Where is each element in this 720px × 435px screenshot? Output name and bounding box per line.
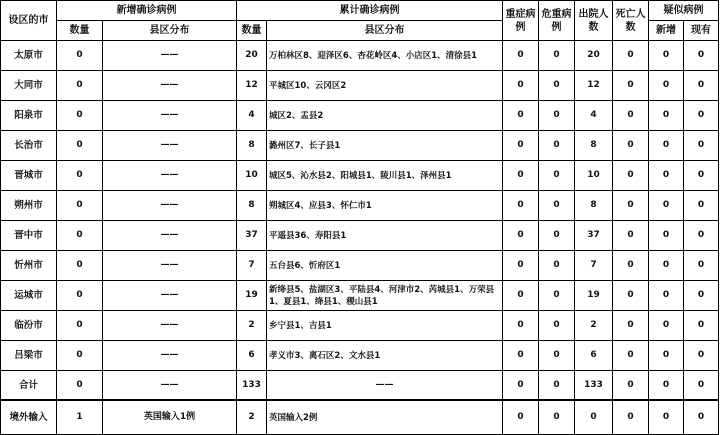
- severe-cell: 0: [503, 371, 539, 401]
- table-row: [1, 311, 719, 341]
- cum-district-cell: 城区2、盂县2: [267, 101, 503, 131]
- discharged-cell: 8: [575, 191, 613, 221]
- suspected-current-cell: 0: [684, 371, 719, 401]
- city-cell: 忻州市: [1, 251, 57, 281]
- suspected-current-cell: 0: [684, 281, 719, 311]
- new-count-cell: 0: [57, 311, 103, 341]
- suspected-current-cell: 0: [684, 251, 719, 281]
- header-deaths: 死亡人数: [613, 1, 649, 41]
- header-cum-group: 累计确诊病例: [237, 1, 503, 21]
- cum-district-cell: 城区5、沁水县2、阳城县1、陵川县1、泽州县1: [267, 161, 503, 191]
- discharged-cell: 6: [575, 341, 613, 371]
- new-count-cell: 0: [57, 341, 103, 371]
- table-body: [1, 41, 719, 435]
- table-row: [1, 251, 719, 281]
- suspected-new-cell: 0: [649, 311, 684, 341]
- critical-cell: 0: [539, 101, 575, 131]
- severe-cell: 0: [503, 161, 539, 191]
- new-count-cell: 0: [57, 41, 103, 71]
- suspected-current-cell: 0: [684, 71, 719, 101]
- header-region: 设区的市: [1, 1, 57, 41]
- cum-count-cell: 20: [237, 41, 267, 71]
- cum-count-cell: 2: [237, 400, 267, 435]
- new-count-cell: 0: [57, 221, 103, 251]
- suspected-current-cell: 0: [684, 101, 719, 131]
- city-cell: 临汾市: [1, 311, 57, 341]
- city-cell: 运城市: [1, 281, 57, 311]
- severe-cell: 0: [503, 101, 539, 131]
- deaths-cell: 0: [613, 400, 649, 435]
- critical-cell: 0: [539, 371, 575, 401]
- suspected-new-cell: 0: [649, 341, 684, 371]
- city-cell: 太原市: [1, 41, 57, 71]
- header-critical: 危重病例: [539, 1, 575, 41]
- new-count-cell: 0: [57, 281, 103, 311]
- cum-district-cell: 英国输入2例: [267, 400, 503, 435]
- new-count-cell: 0: [57, 131, 103, 161]
- cum-count-cell: 7: [237, 251, 267, 281]
- new-count-cell: 0: [57, 191, 103, 221]
- deaths-cell: 0: [613, 341, 649, 371]
- new-district-cell: ——: [103, 191, 237, 221]
- cum-count-cell: 6: [237, 341, 267, 371]
- deaths-cell: 0: [613, 41, 649, 71]
- new-count-cell: 0: [57, 251, 103, 281]
- critical-cell: 0: [539, 311, 575, 341]
- discharged-cell: 19: [575, 281, 613, 311]
- header-new-district: 县区分布: [103, 21, 237, 41]
- city-cell: 晋城市: [1, 161, 57, 191]
- cum-district-cell: 平遥县36、寿阳县1: [267, 221, 503, 251]
- suspected-current-cell: 0: [684, 311, 719, 341]
- cum-district-cell: 万柏林区8、迎泽区6、杏花岭区4、小店区1、清徐县1: [267, 41, 503, 71]
- cum-count-cell: 8: [237, 131, 267, 161]
- discharged-cell: 37: [575, 221, 613, 251]
- header-cum-district: 县区分布: [267, 21, 503, 41]
- deaths-cell: 0: [613, 161, 649, 191]
- table-row: [1, 71, 719, 101]
- severe-cell: 0: [503, 251, 539, 281]
- table-row: [1, 131, 719, 161]
- deaths-cell: 0: [613, 71, 649, 101]
- critical-cell: 0: [539, 400, 575, 435]
- deaths-cell: 0: [613, 311, 649, 341]
- suspected-current-cell: 0: [684, 191, 719, 221]
- cum-count-cell: 8: [237, 191, 267, 221]
- new-district-cell: 英国输入1例: [103, 400, 237, 435]
- new-district-cell: ——: [103, 71, 237, 101]
- deaths-cell: 0: [613, 221, 649, 251]
- header-row-1: [1, 1, 719, 21]
- suspected-new-cell: 0: [649, 371, 684, 401]
- new-district-cell: ——: [103, 101, 237, 131]
- severe-cell: 0: [503, 221, 539, 251]
- critical-cell: 0: [539, 71, 575, 101]
- city-cell: 境外输入: [1, 400, 57, 435]
- cum-count-cell: 2: [237, 311, 267, 341]
- suspected-current-cell: 0: [684, 161, 719, 191]
- new-district-cell: ——: [103, 281, 237, 311]
- discharged-cell: 4: [575, 101, 613, 131]
- cum-count-cell: 19: [237, 281, 267, 311]
- suspected-current-cell: 0: [684, 221, 719, 251]
- new-district-cell: ——: [103, 131, 237, 161]
- critical-cell: 0: [539, 341, 575, 371]
- suspected-new-cell: 0: [649, 41, 684, 71]
- suspected-new-cell: 0: [649, 281, 684, 311]
- suspected-new-cell: 0: [649, 191, 684, 221]
- deaths-cell: 0: [613, 281, 649, 311]
- cum-district-cell: ——: [267, 371, 503, 401]
- city-cell: 长治市: [1, 131, 57, 161]
- suspected-new-cell: 0: [649, 400, 684, 435]
- suspected-new-cell: 0: [649, 251, 684, 281]
- discharged-cell: 7: [575, 251, 613, 281]
- cum-count-cell: 12: [237, 71, 267, 101]
- cum-district-cell: 朔城区4、应县3、怀仁市1: [267, 191, 503, 221]
- header-discharged: 出院人数: [575, 1, 613, 41]
- severe-cell: 0: [503, 131, 539, 161]
- critical-cell: 0: [539, 161, 575, 191]
- severe-cell: 0: [503, 311, 539, 341]
- discharged-cell: 12: [575, 71, 613, 101]
- new-count-cell: 0: [57, 371, 103, 401]
- suspected-new-cell: 0: [649, 101, 684, 131]
- table-row: [1, 221, 719, 251]
- city-cell: 大同市: [1, 71, 57, 101]
- city-cell: 阳泉市: [1, 101, 57, 131]
- discharged-cell: 133: [575, 371, 613, 401]
- imported-row: [1, 400, 719, 435]
- city-cell: 吕梁市: [1, 341, 57, 371]
- suspected-current-cell: 0: [684, 341, 719, 371]
- severe-cell: 0: [503, 71, 539, 101]
- cum-district-cell: 平城区10、云冈区2: [267, 71, 503, 101]
- cum-count-cell: 133: [237, 371, 267, 401]
- header-new-group: 新增确诊病例: [57, 1, 237, 21]
- discharged-cell: 0: [575, 400, 613, 435]
- discharged-cell: 20: [575, 41, 613, 71]
- deaths-cell: 0: [613, 131, 649, 161]
- header-suspected-current: 现有: [684, 21, 719, 41]
- deaths-cell: 0: [613, 251, 649, 281]
- total-row: [1, 371, 719, 401]
- cum-count-cell: 4: [237, 101, 267, 131]
- deaths-cell: 0: [613, 191, 649, 221]
- cum-district-cell: 孝义市3、离石区2、文水县1: [267, 341, 503, 371]
- new-count-cell: 0: [57, 161, 103, 191]
- severe-cell: 0: [503, 341, 539, 371]
- severe-cell: 0: [503, 41, 539, 71]
- cum-district-cell: 乡宁县1、吉县1: [267, 311, 503, 341]
- critical-cell: 0: [539, 221, 575, 251]
- discharged-cell: 2: [575, 311, 613, 341]
- new-district-cell: ——: [103, 311, 237, 341]
- cum-district-cell: 新绛县5、盐湖区3、平陆县4、河津市2、芮城县1、万荣县1、夏县1、绛县1、稷山县1: [267, 281, 503, 311]
- new-district-cell: ——: [103, 371, 237, 401]
- critical-cell: 0: [539, 281, 575, 311]
- cum-count-cell: 10: [237, 161, 267, 191]
- suspected-new-cell: 0: [649, 131, 684, 161]
- table-row: [1, 191, 719, 221]
- new-district-cell: ——: [103, 161, 237, 191]
- new-count-cell: 0: [57, 71, 103, 101]
- critical-cell: 0: [539, 191, 575, 221]
- suspected-new-cell: 0: [649, 71, 684, 101]
- severe-cell: 0: [503, 281, 539, 311]
- critical-cell: 0: [539, 251, 575, 281]
- table-row: [1, 281, 719, 311]
- city-cell: 晋中市: [1, 221, 57, 251]
- city-cell: 合计: [1, 371, 57, 401]
- table-row: [1, 341, 719, 371]
- suspected-new-cell: 0: [649, 161, 684, 191]
- table-row: [1, 161, 719, 191]
- new-district-cell: ——: [103, 251, 237, 281]
- critical-cell: 0: [539, 131, 575, 161]
- discharged-cell: 8: [575, 131, 613, 161]
- header-suspected-new: 新增: [649, 21, 684, 41]
- table-row: [1, 41, 719, 71]
- suspected-current-cell: 0: [684, 41, 719, 71]
- severe-cell: 0: [503, 191, 539, 221]
- new-district-cell: ——: [103, 341, 237, 371]
- new-count-cell: 0: [57, 101, 103, 131]
- deaths-cell: 0: [613, 101, 649, 131]
- city-cell: 朔州市: [1, 191, 57, 221]
- header-suspected-group: 疑似病例: [649, 1, 719, 21]
- new-count-cell: 1: [57, 400, 103, 435]
- header-severe: 重症病例: [503, 1, 539, 41]
- new-district-cell: ——: [103, 41, 237, 71]
- suspected-new-cell: 0: [649, 221, 684, 251]
- suspected-current-cell: 0: [684, 400, 719, 435]
- deaths-cell: 0: [613, 371, 649, 401]
- cum-district-cell: 潞州区7、长子县1: [267, 131, 503, 161]
- header-cum-count: 数量: [237, 21, 267, 41]
- new-district-cell: ——: [103, 221, 237, 251]
- header-new-count: 数量: [57, 21, 103, 41]
- severe-cell: 0: [503, 400, 539, 435]
- critical-cell: 0: [539, 41, 575, 71]
- suspected-current-cell: 0: [684, 131, 719, 161]
- table-row: [1, 101, 719, 131]
- cum-count-cell: 37: [237, 221, 267, 251]
- cum-district-cell: 五台县6、忻府区1: [267, 251, 503, 281]
- discharged-cell: 10: [575, 161, 613, 191]
